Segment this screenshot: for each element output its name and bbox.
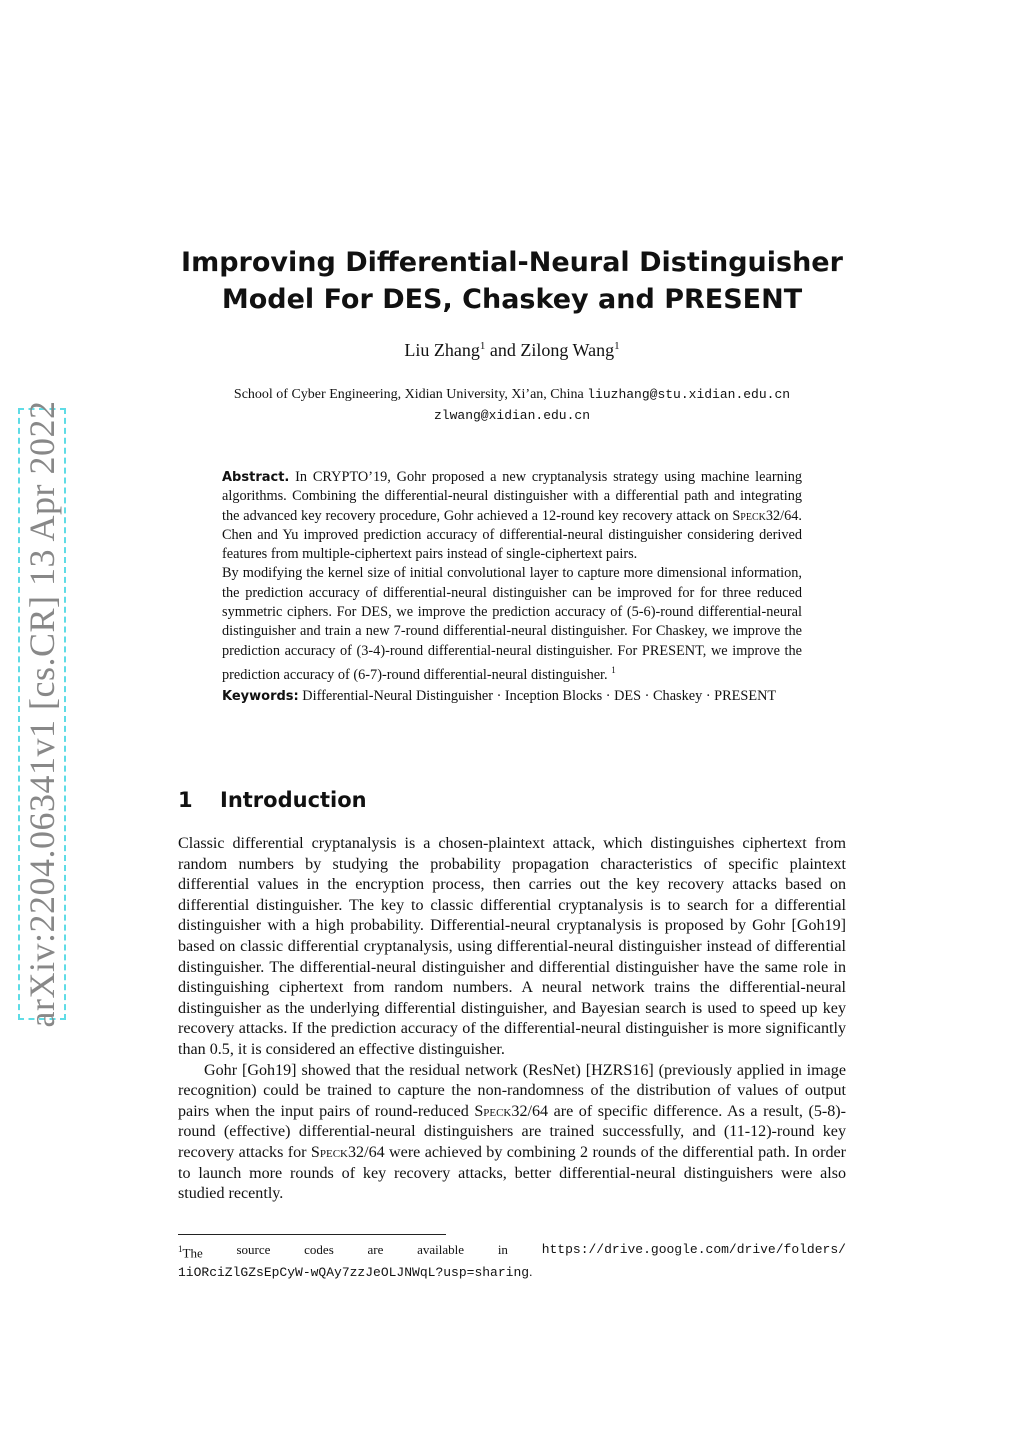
title-line-1: Improving Differential-Neural Distinguisher <box>181 247 843 278</box>
speck-cipher-name: Speck <box>310 1143 348 1161</box>
keywords-label: Keywords: <box>222 689 299 705</box>
section-heading <box>178 788 367 812</box>
intro-text-2c: 32/64 were achieved by combining 2 rounds of the differential path. In order to launch more rounds of key recovery attacks, better differential-neural distinguishers were also studied recently. <box>178 1143 846 1203</box>
abstract <box>222 468 802 706</box>
speck-cipher-name: Speck <box>474 1102 512 1120</box>
keywords-list: Differential-Neural Distinguisher · Inception Blocks · DES · Chaskey · PRESENT <box>298 688 777 705</box>
affiliation <box>150 384 874 426</box>
introduction-body <box>178 834 846 1205</box>
intro-paragraph-1: Classic differential cryptanalysis is a chosen-plaintext attack, which distinguishes ciphertext from random numbers by studying the probability propagation characteristics of specific plaintext differential values in the encryption process, then carries out the key recovery attacks based on differential distinguisher. The key to classic differential cryptanalysis is to search for a differential distinguisher with a high probability. Differential-neural cryptanalysis is proposed by Gohr [Goh19] based on classic differential cryptanalysis, using differential-neural distinguisher instead of differential distinguisher. The differential-neural distinguisher and differential distinguisher have the same role in distinguishing ciphertext from random numbers. A neural network trains the differential-neural distinguisher as the underlying differential distinguisher, and Bayesian search is used to speed up key recovery attacks. If the prediction accuracy of the differential-neural distinguisher is more significantly than 0.5, it is considered an effective distinguisher. <box>178 835 846 1058</box>
footnote-word: in <box>497 1242 508 1257</box>
author-1: Liu Zhang <box>404 340 480 360</box>
footnote-divider <box>178 1234 446 1235</box>
section-title: Introduction <box>220 788 367 812</box>
author-2-affil: 1 <box>614 340 620 352</box>
abstract-text-2: By modifying the kernel size of initial convolutional layer to capture more dimensional information, the prediction accuracy of differential-neural distinguisher can be improved for for three reduced symmetric ciphers. For DES, we improve the prediction accuracy of (5-6)-round differential-neural distinguisher and train a new 7-round differential-neural distinguisher. For Chaskey, we improve the prediction accuracy of (3-4)-round differential-neural distinguisher. For PRESENT, we improve the prediction accuracy of (6-7)-round differential-neural distinguisher. <box>222 565 802 683</box>
abstract-paragraph-1 <box>222 468 802 564</box>
footnote-word: are <box>367 1242 384 1257</box>
author-1-affil: 1 <box>479 340 486 352</box>
footnote-word: available <box>417 1242 465 1257</box>
intro-paragraph-2 <box>178 1061 846 1205</box>
intro-text-2b: 32/64 are of specific difference. As a result, (5-8)-round (effective) differential-neural distinguishers are trained successfully, and (11-12)-round key recovery attacks for <box>178 1102 846 1161</box>
footnote-line-1 <box>178 1240 846 1262</box>
source-code-link[interactable]: https://drive.google.com/drive/folders/ <box>541 1242 846 1257</box>
abstract-paragraph-2 <box>222 564 802 685</box>
footnote-word: codes <box>304 1242 334 1257</box>
authors-and: and <box>485 340 521 360</box>
abstract-text-1a: In CRYPTO’19, Gohr proposed a new cryptanalysis strategy using machine learning algorithms. Combining the differential-neural distinguisher with a differential path and integrating the advanced key recovery procedure, Gohr achieved a 12-round key recovery attack on <box>222 469 802 524</box>
footnote-marker: 1 <box>178 1244 183 1254</box>
title-line-2: Model For DES, Chaskey and PRESENT <box>221 284 803 315</box>
footnote <box>178 1240 846 1282</box>
footnote-ref[interactable]: 1 <box>611 664 616 675</box>
arxiv-side-stamp <box>18 400 66 1028</box>
footnote-word: source <box>236 1242 271 1257</box>
paper-title <box>150 244 874 318</box>
abstract-text-1b: 32/64. Chen and Yu improved prediction accuracy of differential-neural distinguisher considering derived features from multiple-ciphertext pairs instead of single-ciphertext pairs. <box>222 507 802 563</box>
email-link-2[interactable]: zlwang@xidian.edu.cn <box>433 408 591 423</box>
section-number: 1 <box>178 788 193 812</box>
author-2: Zilong Wang <box>520 340 615 360</box>
keywords <box>222 687 802 706</box>
footnote-word: The <box>182 1245 203 1261</box>
email-link-1[interactable]: liuzhang@stu.xidian.edu.cn <box>587 387 791 402</box>
source-code-link-continued[interactable]: 1iORciZlGZsEpCyW-wQAy7zzJeOLJNWqL?usp=sharing <box>178 1265 530 1281</box>
authors <box>150 340 874 361</box>
footnote-line-2 <box>178 1262 846 1282</box>
speck-cipher-name: Speck <box>732 507 766 524</box>
footnote-period: . <box>529 1264 533 1280</box>
intro-text-2a: Gohr [Goh19] showed that the residual network (ResNet) [HZRS16] (previously applied in image recognition) could be trained to capture the non-randomness of the distribution of values of output pairs when the input pairs of round-reduced <box>178 1061 846 1120</box>
arxiv-identifier: arXiv:2204.06341v1 [cs.CR] 13 Apr 2022 <box>22 400 62 1028</box>
affiliation-text: School of Cyber Engineering, Xidian University, Xi’an, China <box>233 387 588 402</box>
abstract-label: Abstract. <box>222 470 290 485</box>
